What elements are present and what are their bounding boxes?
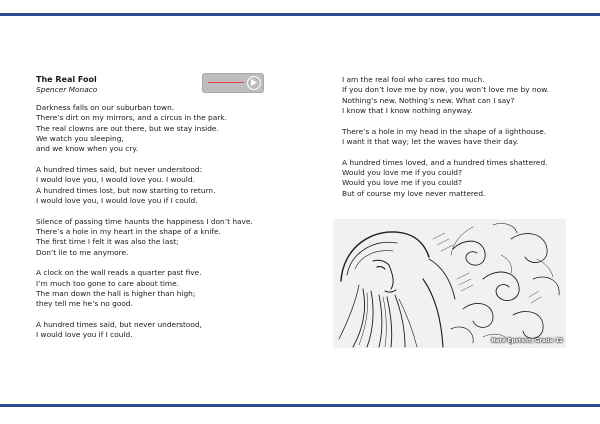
poem-line: A hundred times said, but never understood: (36, 164, 203, 174)
poem-right-column (342, 75, 572, 209)
stanza (342, 158, 572, 199)
stanza (36, 103, 276, 154)
poem-line: If you don’t love me by now, you won’t love me by now. (342, 85, 549, 95)
poem-line: and we know when you cry. (36, 144, 139, 154)
stanza (342, 75, 572, 116)
poem-line: There’s a hole in my head in the shape of a lighthouse. (342, 126, 547, 136)
poem-line: The first time I felt it was also the last; (36, 237, 179, 247)
poem-line: I want it that way; let the waves have their day. (342, 136, 519, 146)
poem-line: I’m much too gone to care about time. (36, 278, 179, 288)
poem-line: I would love you, I would love you. I would. (36, 175, 195, 185)
bottom-rule (0, 404, 600, 407)
artwork-ink-drawing (333, 219, 566, 348)
poem-line: I am the real fool who cares too much. (342, 75, 485, 84)
stanza (36, 217, 276, 258)
poem-line: We watch you sleeping, (36, 133, 124, 143)
artwork-credit: Nate Epstein, Grade 12 (491, 338, 563, 344)
poem-line: Silence of passing time haunts the happiness I don’t have. (36, 216, 253, 226)
poem-line: The real clowns are out there, but we stay inside. (36, 123, 219, 133)
poem-line: There’s a hole in my heart in the shape of a knife. (36, 226, 221, 236)
ink-drawing-illustration (333, 219, 566, 348)
poem-line: Would you love me if you could? (342, 178, 462, 188)
poem-line: Darkness falls on our suburban town. (36, 103, 175, 112)
poem-line: But of course my love never mattered. (342, 188, 486, 198)
poem-line: A hundred times loved, and a hundred times shattered. (342, 157, 548, 167)
poem-line: I know that I know nothing anyway. (342, 105, 473, 115)
poem-line: A clock on the wall reads a quarter past five. (36, 268, 202, 278)
poem-line: Nothing’s new. Nothing’s new. What can I say? (342, 95, 515, 105)
poem-line: There’s dirt on my mirrors, and a circus in the park. (36, 113, 227, 123)
stanza (342, 127, 572, 148)
stanza (36, 320, 276, 341)
top-rule (0, 13, 600, 16)
poem-author: Spencer Monaco (36, 85, 98, 94)
stanza (36, 165, 276, 206)
poem-line: Don’t lie to me anymore. (36, 247, 129, 257)
poem-line: A hundred times lost, but now starting to return. (36, 185, 216, 195)
audio-player[interactable] (202, 73, 264, 93)
poem-line: Would you love me if you could? (342, 168, 462, 178)
poem-line: they tell me he’s no good. (36, 299, 133, 309)
poem-line: I would love you if I could. (36, 330, 133, 340)
poem-line: The man down the hall is higher than high; (36, 288, 196, 298)
poem-left-column (36, 75, 276, 351)
stanza (36, 268, 276, 309)
poem-title: The Real Fool (36, 75, 97, 84)
play-icon[interactable] (247, 76, 261, 90)
poem-line: I would love you, I would love you if I could. (36, 195, 198, 205)
poem-line: A hundred times said, but never understood, (36, 320, 202, 330)
audio-progress-track[interactable] (208, 82, 244, 83)
